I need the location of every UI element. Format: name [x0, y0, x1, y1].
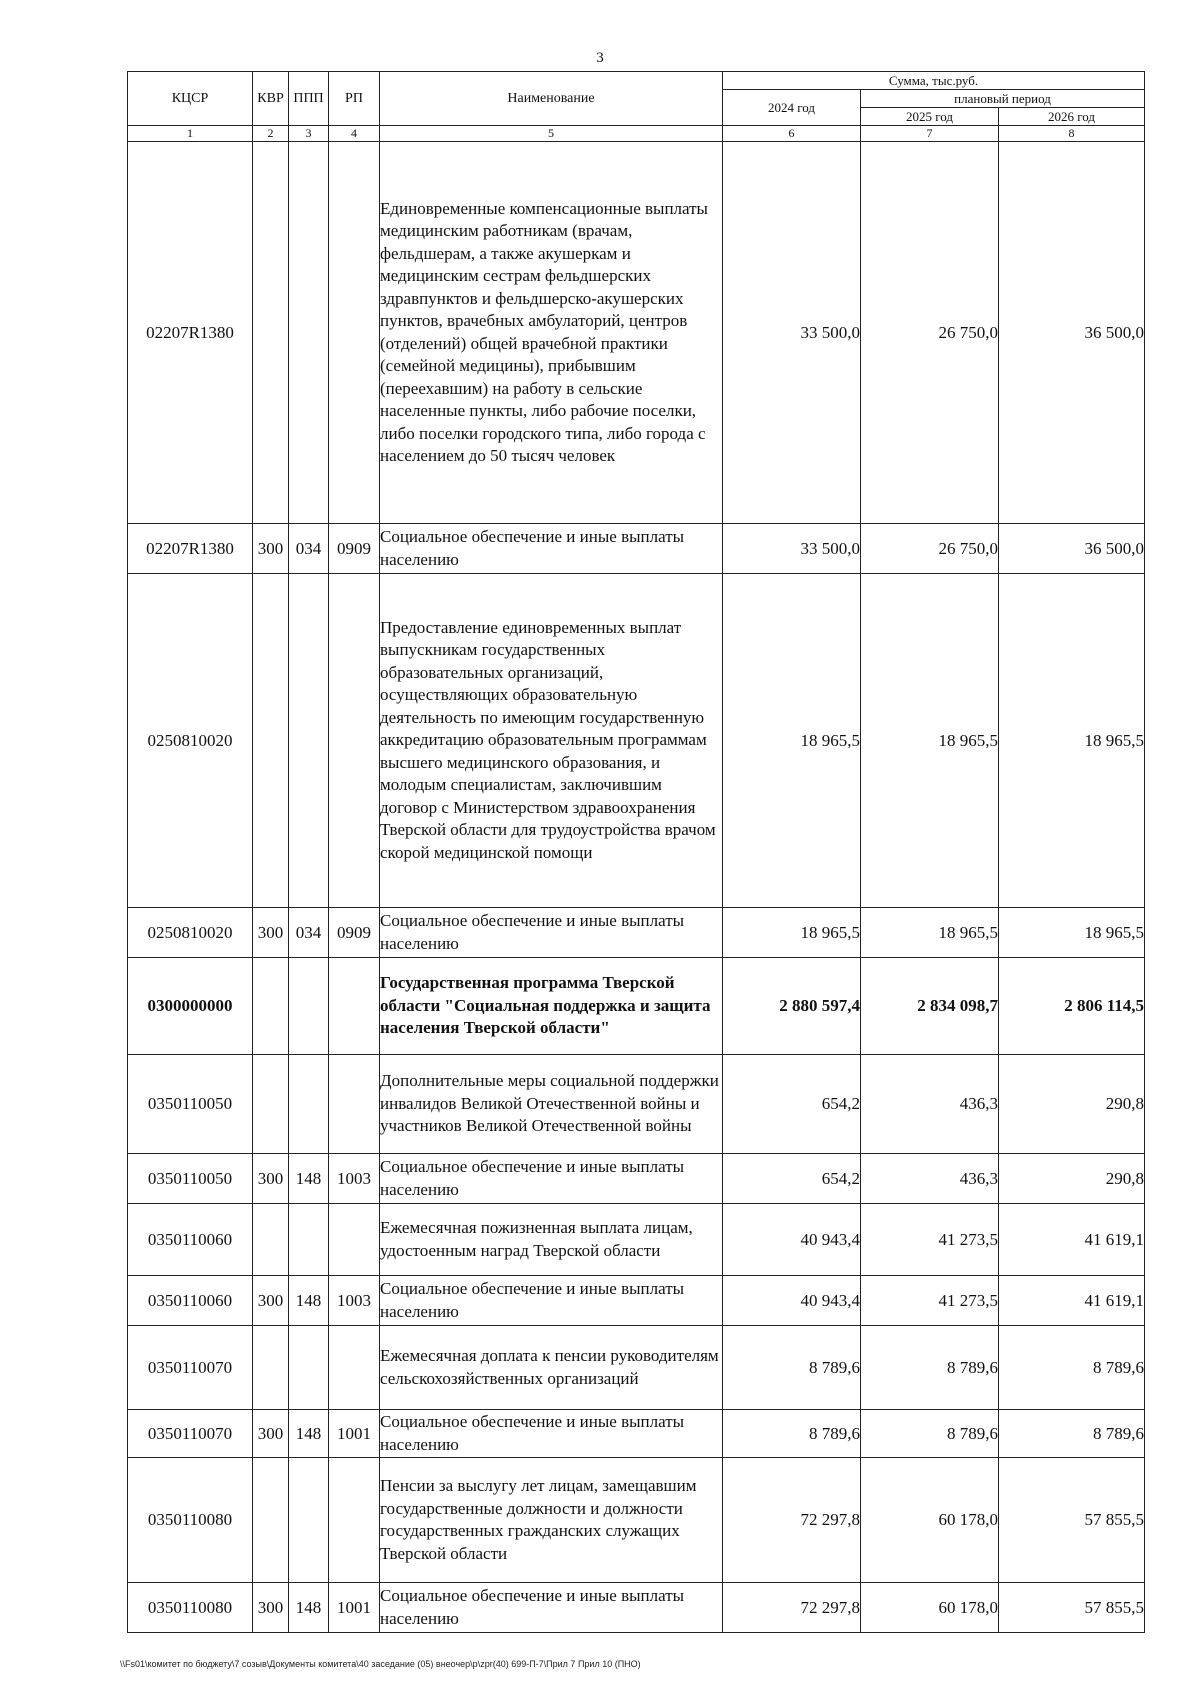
amount-2024-cell: 654,2	[723, 1055, 861, 1154]
amount-2026-cell: 8 789,6	[999, 1326, 1145, 1410]
ppp-cell: 148	[289, 1583, 329, 1633]
kvr-cell: 300	[253, 1276, 289, 1326]
header-name: Наименование	[380, 72, 723, 126]
kvr-cell	[253, 1458, 289, 1583]
kcsr-cell: 0350110060	[128, 1276, 253, 1326]
amount-2024-cell: 654,2	[723, 1154, 861, 1204]
kvr-cell	[253, 958, 289, 1055]
rp-cell	[329, 574, 380, 908]
ppp-cell	[289, 958, 329, 1055]
table-row	[128, 1154, 1145, 1204]
amount-2026-cell: 290,8	[999, 1154, 1145, 1204]
amount-2024-cell: 40 943,4	[723, 1276, 861, 1326]
header-kcsr: КЦСР	[128, 72, 253, 126]
ppp-cell: 148	[289, 1410, 329, 1458]
table-row	[128, 1276, 1145, 1326]
table-row	[128, 908, 1145, 958]
table-row	[128, 524, 1145, 574]
amount-2025-cell: 41 273,5	[861, 1204, 999, 1276]
amount-2024-cell: 33 500,0	[723, 142, 861, 524]
amount-2024-cell: 18 965,5	[723, 574, 861, 908]
kvr-cell: 300	[253, 524, 289, 574]
name-cell: Социальное обеспечение и иные выплаты населению	[380, 1276, 723, 1326]
kcsr-cell: 0250810020	[128, 574, 253, 908]
name-cell: Социальное обеспечение и иные выплаты населению	[380, 908, 723, 958]
rp-cell: 1003	[329, 1154, 380, 1204]
name-cell: Предоставление единовременных выплат выпускникам государственных образовательных организаций, осуществляющих образовательную деятельность по имеющим государственную аккредитацию образовательным программам высшего медицинского образования, и молодым специалистам, заключившим договор с Министерством здравоохранения Тверской области для трудоустройства врачом скорой медицинской помощи	[380, 574, 723, 908]
amount-2026-cell: 2 806 114,5	[999, 958, 1145, 1055]
ppp-cell	[289, 1055, 329, 1154]
ppp-cell	[289, 1326, 329, 1410]
amount-2026-cell: 41 619,1	[999, 1276, 1145, 1326]
kcsr-cell: 0250810020	[128, 908, 253, 958]
amount-2025-cell: 2 834 098,7	[861, 958, 999, 1055]
amount-2025-cell: 18 965,5	[861, 908, 999, 958]
amount-2026-cell: 36 500,0	[999, 142, 1145, 524]
amount-2025-cell: 8 789,6	[861, 1410, 999, 1458]
amount-2025-cell: 60 178,0	[861, 1583, 999, 1633]
rp-cell	[329, 1458, 380, 1583]
budget-table	[127, 71, 1145, 1633]
kvr-cell	[253, 1326, 289, 1410]
name-cell: Ежемесячная пожизненная выплата лицам, удостоенным наград Тверской области	[380, 1204, 723, 1276]
name-cell: Социальное обеспечение и иные выплаты населению	[380, 1154, 723, 1204]
header-sum: Сумма, тыс.руб.	[723, 72, 1145, 90]
amount-2026-cell: 290,8	[999, 1055, 1145, 1154]
kcsr-cell: 0350110060	[128, 1204, 253, 1276]
ppp-cell: 148	[289, 1154, 329, 1204]
rp-cell	[329, 1204, 380, 1276]
name-cell: Социальное обеспечение и иные выплаты населению	[380, 1583, 723, 1633]
table-row	[128, 142, 1145, 524]
table-row	[128, 1055, 1145, 1154]
ppp-cell: 034	[289, 524, 329, 574]
header-year-2026: 2026 год	[999, 108, 1145, 126]
amount-2026-cell: 18 965,5	[999, 574, 1145, 908]
amount-2024-cell: 33 500,0	[723, 524, 861, 574]
rp-cell: 1001	[329, 1583, 380, 1633]
ppp-cell	[289, 1458, 329, 1583]
kvr-cell	[253, 574, 289, 908]
table-row	[128, 1458, 1145, 1583]
amount-2025-cell: 26 750,0	[861, 524, 999, 574]
amount-2025-cell: 26 750,0	[861, 142, 999, 524]
kcsr-cell: 0350110050	[128, 1055, 253, 1154]
amount-2025-cell: 60 178,0	[861, 1458, 999, 1583]
name-cell: Государственная программа Тверской области "Социальная поддержка и защита населения Тверской области"	[380, 958, 723, 1055]
header-rp: РП	[329, 72, 380, 126]
kcsr-cell: 0300000000	[128, 958, 253, 1055]
ppp-cell	[289, 1204, 329, 1276]
name-cell: Ежемесячная доплата к пенсии руководителям сельскохозяйственных организаций	[380, 1326, 723, 1410]
header-year-2024: 2024 год	[723, 90, 861, 126]
column-number: 2	[253, 126, 289, 142]
amount-2024-cell: 2 880 597,4	[723, 958, 861, 1055]
kcsr-cell: 02207R1380	[128, 524, 253, 574]
kcsr-cell: 0350110070	[128, 1326, 253, 1410]
amount-2024-cell: 18 965,5	[723, 908, 861, 958]
rp-cell: 1001	[329, 1410, 380, 1458]
kcsr-cell: 0350110080	[128, 1458, 253, 1583]
kvr-cell	[253, 142, 289, 524]
name-cell: Единовременные компенсационные выплаты медицинским работникам (врачам, фельдшерам, а также акушеркам и медицинским сестрам фельдшерских здравпунктов и фельдшерско-акушерских пунктов, врачебных амбулаторий, центров (отделений) общей врачебной практики (семейной медицины), прибывшим (переехавшим) на работу в сельские населенные пункты, либо рабочие поселки, либо поселки городского типа, либо города с населением до 50 тысяч человек	[380, 142, 723, 524]
kcsr-cell: 0350110080	[128, 1583, 253, 1633]
kvr-cell: 300	[253, 908, 289, 958]
name-cell: Социальное обеспечение и иные выплаты населению	[380, 524, 723, 574]
kcsr-cell: 0350110050	[128, 1154, 253, 1204]
kcsr-cell: 0350110070	[128, 1410, 253, 1458]
footer-file-path: \\Fs01\комитет по бюджету\7 созыв\Документы комитета\40 заседание (05) внеочер\p\zpr(40) 699-П-7\Прил 7 Прил 10 (ПНО)	[120, 1659, 641, 1669]
page-number: 3	[596, 50, 604, 66]
amount-2024-cell: 8 789,6	[723, 1326, 861, 1410]
table-row	[128, 574, 1145, 908]
column-number: 3	[289, 126, 329, 142]
header-planning-period: плановый период	[861, 90, 1145, 108]
amount-2024-cell: 8 789,6	[723, 1410, 861, 1458]
kvr-cell	[253, 1204, 289, 1276]
rp-cell	[329, 958, 380, 1055]
column-number: 8	[999, 126, 1145, 142]
amount-2026-cell: 57 855,5	[999, 1583, 1145, 1633]
amount-2025-cell: 18 965,5	[861, 574, 999, 908]
kvr-cell: 300	[253, 1410, 289, 1458]
amount-2025-cell: 8 789,6	[861, 1326, 999, 1410]
column-number: 6	[723, 126, 861, 142]
column-number: 4	[329, 126, 380, 142]
rp-cell	[329, 1055, 380, 1154]
amount-2026-cell: 36 500,0	[999, 524, 1145, 574]
ppp-cell	[289, 574, 329, 908]
column-number: 5	[380, 126, 723, 142]
table-row	[128, 1410, 1145, 1458]
name-cell: Дополнительные меры социальной поддержки инвалидов Великой Отечественной войны и участников Великой Отечественной войны	[380, 1055, 723, 1154]
rp-cell	[329, 142, 380, 524]
table-row	[128, 1583, 1145, 1633]
name-cell: Пенсии за выслугу лет лицам, замещавшим государственные должности и должности государственных гражданских служащих Тверской области	[380, 1458, 723, 1583]
amount-2026-cell: 57 855,5	[999, 1458, 1145, 1583]
amount-2025-cell: 436,3	[861, 1154, 999, 1204]
amount-2026-cell: 18 965,5	[999, 908, 1145, 958]
rp-cell	[329, 1326, 380, 1410]
amount-2025-cell: 436,3	[861, 1055, 999, 1154]
amount-2024-cell: 72 297,8	[723, 1583, 861, 1633]
rp-cell: 0909	[329, 908, 380, 958]
ppp-cell: 034	[289, 908, 329, 958]
amount-2025-cell: 41 273,5	[861, 1276, 999, 1326]
amount-2026-cell: 41 619,1	[999, 1204, 1145, 1276]
kvr-cell	[253, 1055, 289, 1154]
ppp-cell: 148	[289, 1276, 329, 1326]
header-year-2025: 2025 год	[861, 108, 999, 126]
table-row	[128, 1326, 1145, 1410]
table-row	[128, 1204, 1145, 1276]
ppp-cell	[289, 142, 329, 524]
kvr-cell: 300	[253, 1583, 289, 1633]
amount-2026-cell: 8 789,6	[999, 1410, 1145, 1458]
rp-cell: 0909	[329, 524, 380, 574]
header-kvr: КВР	[253, 72, 289, 126]
column-number: 1	[128, 126, 253, 142]
amount-2024-cell: 40 943,4	[723, 1204, 861, 1276]
kcsr-cell: 02207R1380	[128, 142, 253, 524]
header-ppp: ППП	[289, 72, 329, 126]
column-number: 7	[861, 126, 999, 142]
kvr-cell: 300	[253, 1154, 289, 1204]
name-cell: Социальное обеспечение и иные выплаты населению	[380, 1410, 723, 1458]
rp-cell: 1003	[329, 1276, 380, 1326]
amount-2024-cell: 72 297,8	[723, 1458, 861, 1583]
table-row	[128, 958, 1145, 1055]
